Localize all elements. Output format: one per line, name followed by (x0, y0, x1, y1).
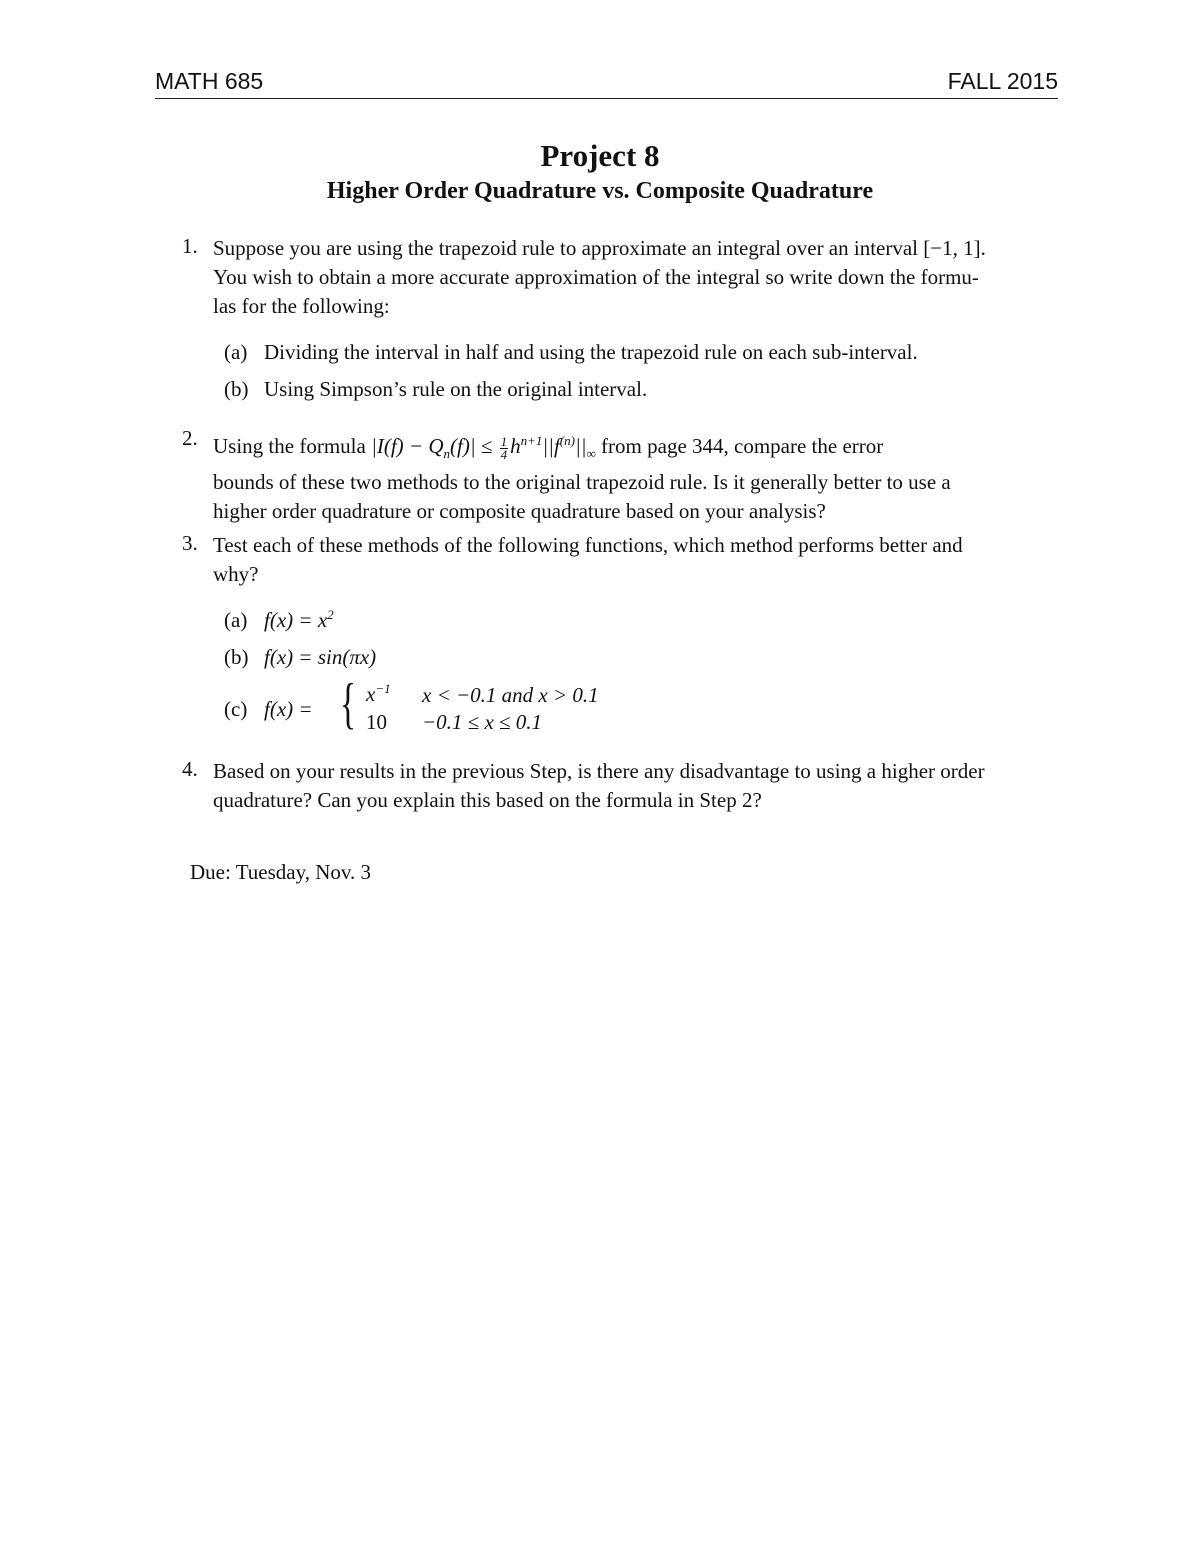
q3-c-case1-condition: x < −0.1 and x > 0.1 (422, 683, 599, 707)
q1-a-label: (a) (224, 340, 248, 364)
fraction-one-quarter: $\frac{1}{4}$ (500, 433, 508, 462)
q1-item-a (224, 340, 918, 365)
q2-line3: higher order quadrature or composite quadrature based on your analysis? (213, 499, 826, 524)
q2-line2: bounds of these two methods to the original trapezoid rule. Is it generally better to use a (213, 470, 951, 495)
q2-pre: Using the formula (213, 434, 366, 458)
q1-line3: las for the following: (213, 294, 390, 318)
q1-line1: Suppose you are using the trapezoid rule to approximate an integral over an interval [−1, 1]. (213, 236, 986, 260)
q4-line1: Based on your results in the previous Step, is there any disadvantage to using a higher order (213, 759, 985, 783)
left-brace: { (340, 673, 357, 735)
q1-item-b (224, 377, 647, 402)
q3-number: 3. (182, 531, 198, 555)
q3-a-label: (a) (224, 608, 248, 632)
q4-text (213, 757, 1059, 815)
q3-c-case2-condition: −0.1 ≤ x ≤ 0.1 (422, 710, 543, 734)
q3-c-case1-value: $x^{-1}$ (366, 681, 391, 706)
q3-a-formula: $f(x) = x^2$ (264, 607, 334, 632)
page-subtitle: Higher Order Quadrature vs. Composite Quadrature (326, 178, 874, 204)
q1-line2: You wish to obtain a more accurate approximation of the integral so write down the formu- (213, 265, 979, 289)
q1-a-text: Dividing the interval in half and using the trapezoid rule on each sub-interval. (264, 340, 918, 364)
q4-line2: quadrature? Can you explain this based on the formula in Step 2? (213, 788, 762, 812)
q3-line1: Test each of these methods of the following functions, which method performs better and (213, 533, 963, 557)
q2-text (213, 426, 1059, 526)
q2-line1 (213, 426, 1059, 468)
q3-text (213, 531, 1059, 589)
q2-post: from page 344, compare the error (601, 434, 884, 458)
q3-item-c (224, 697, 313, 722)
q3-line2: why? (213, 562, 259, 586)
q3-b-formula: f(x) = sin(πx) (264, 645, 377, 669)
page-title: Project 8 (540, 138, 660, 173)
q4-number: 4. (182, 757, 198, 781)
q1-number: 1. (182, 234, 198, 258)
q2-number: 2. (182, 426, 198, 450)
q3-c-label: (c) (224, 697, 248, 721)
q3-item-a (224, 607, 334, 633)
q3-c-lhs: f(x) = (264, 697, 313, 721)
q3-c-case2-value: 10 (366, 710, 387, 734)
term: FALL 2015 (947, 68, 1058, 94)
q1-b-text: Using Simpson’s rule on the original interval. (264, 377, 648, 401)
q1-b-label: (b) (224, 377, 249, 401)
course-code: MATH 685 (155, 68, 264, 94)
q3-b-label: (b) (224, 645, 249, 669)
error-formula: $|I(f) - Q_n(f)|$ ≤ $\frac{1}{4}$ $h^{n+1}||f^{(n)}||_\infty$ (371, 433, 596, 462)
q1-text (213, 234, 1059, 321)
header-rule (155, 98, 1058, 99)
q3-item-b (224, 645, 376, 670)
due-date: Due: Tuesday, Nov. 3 (190, 860, 372, 884)
